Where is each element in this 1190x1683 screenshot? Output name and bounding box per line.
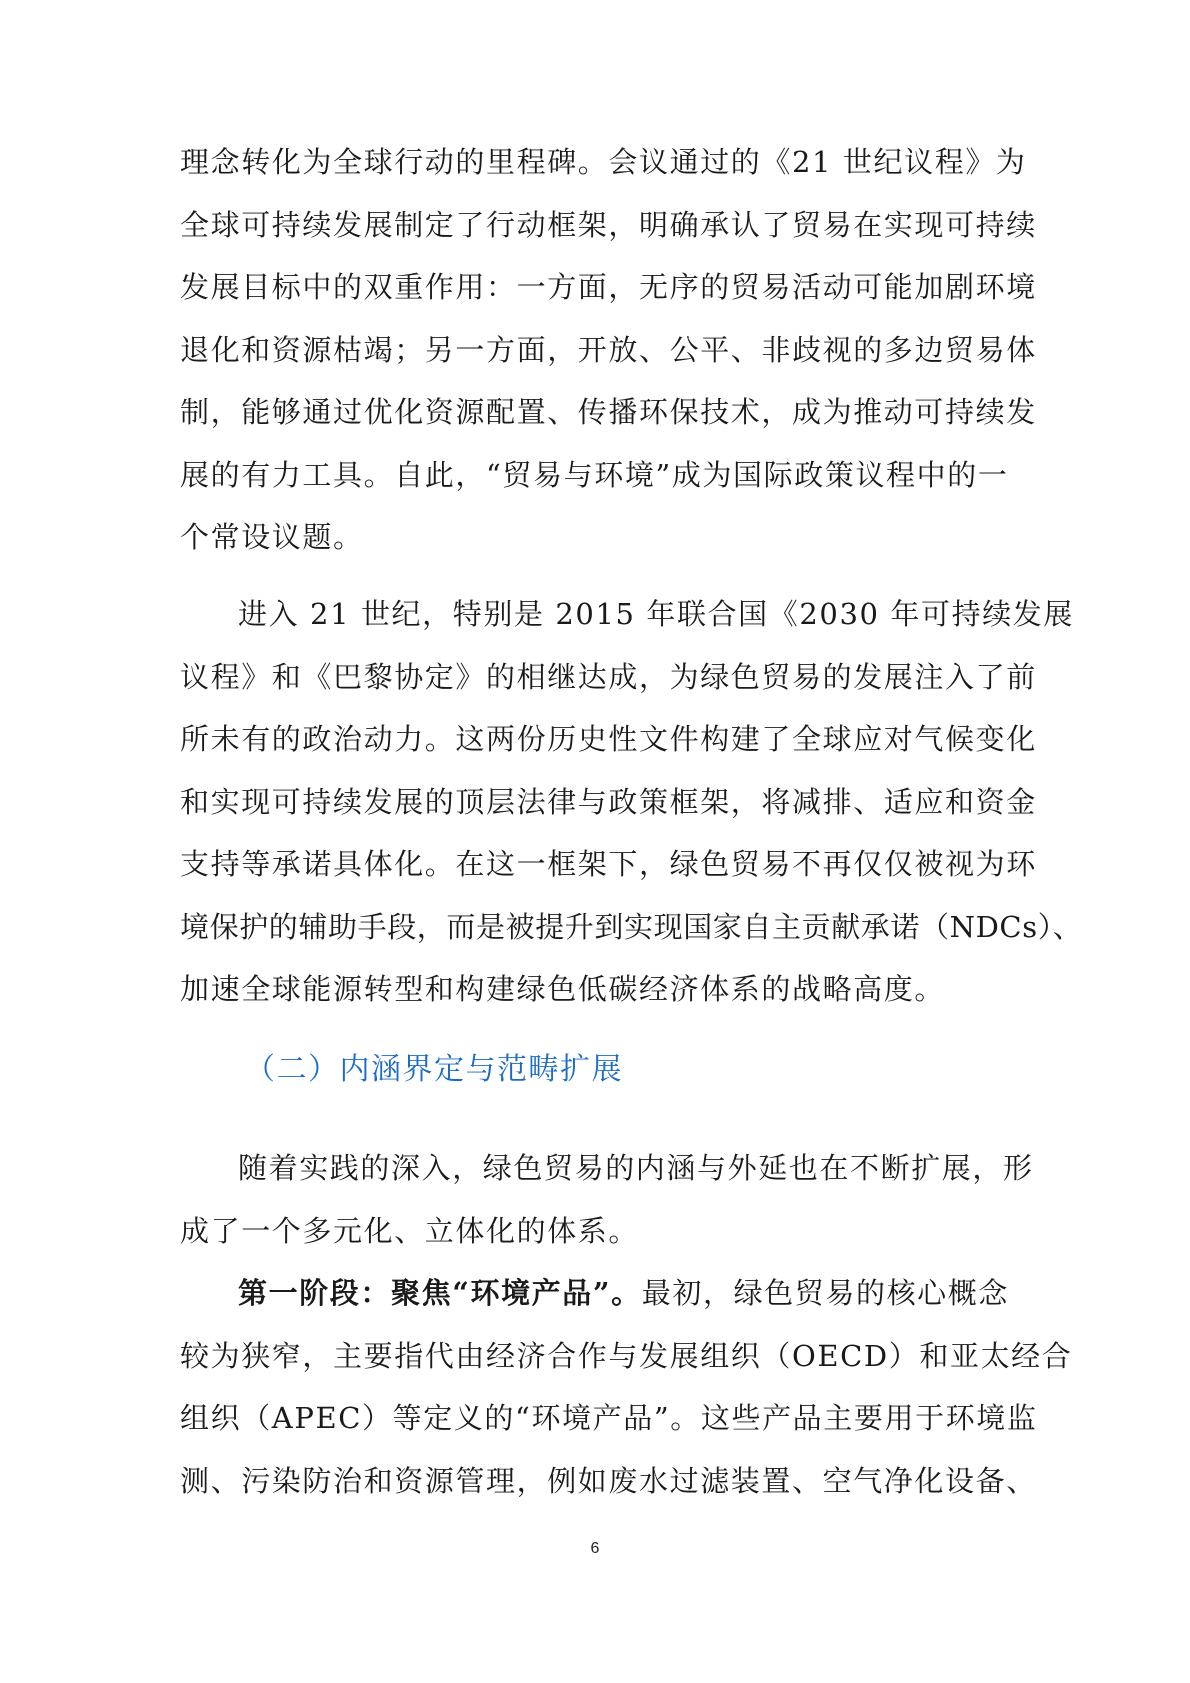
lead-rest-text: 最初，绿色贸易的核心概念	[641, 1276, 1009, 1310]
section-heading: （二）内涵界定与范畴扩展	[245, 1052, 623, 1087]
text-line: 较为狭窄，主要指代由经济合作与发展组织（OECD）和亚太经合	[180, 1338, 1073, 1373]
text-line: 所未有的政治动力。这两份历史性文件构建了全球应对气候变化	[180, 722, 1037, 756]
text-line	[180, 1262, 1010, 1325]
text-line: 境保护的辅助手段，而是被提升到实现国家自主贡献承诺（NDCs）、	[180, 909, 1083, 944]
paragraph-4	[180, 1262, 1073, 1512]
text-line: 退化和资源枯竭；另一方面，开放、公平、非歧视的多边贸易体	[180, 332, 1037, 367]
text-line: 展的有力工具。自此，“贸易与环境”成为国际政策议程中的一	[180, 457, 1009, 492]
paragraph-1	[180, 131, 1037, 569]
text-line: 发展目标中的双重作用：一方面，无序的贸易活动可能加剧环境	[180, 270, 1037, 304]
text-line: 制，能够通过优化资源配置、传播环保技术，成为推动可持续发	[180, 395, 1037, 429]
text-line: 随着实践的深入，绿色贸易的内涵与外延也在不断扩展，形	[238, 1151, 1034, 1185]
text-line: 理念转化为全球行动的里程碑。会议通过的《21 世纪议程》为	[180, 145, 1027, 179]
text-line: 进入 21 世纪，特别是 2015 年联合国《2030 年可持续发展	[238, 597, 1074, 631]
text-line: 全球可持续发展制定了行动框架，明确承认了贸易在实现可持续	[180, 207, 1037, 242]
text-line: 和实现可持续发展的顶层法律与政策框架，将减排、适应和资金	[180, 784, 1037, 819]
paragraph-2	[180, 583, 1083, 1021]
text-line: 议程》和《巴黎协定》的相继达成，为绿色贸易的发展注入了前	[180, 659, 1037, 694]
text-line: 成了一个多元化、立体化的体系。	[180, 1213, 640, 1248]
text-line: 测、污染防治和资源管理，例如废水过滤装置、空气净化设备、	[180, 1463, 1037, 1498]
text-line: 个常设议题。	[180, 520, 364, 554]
bold-lead-text: 第一阶段：聚焦“环境产品”。	[238, 1276, 642, 1310]
text-line: 加速全球能源转型和构建绿色低碳经济体系的战略高度。	[180, 972, 946, 1006]
text-line: 组织（APEC）等定义的“环境产品”。这些产品主要用于环境监	[180, 1401, 1038, 1435]
page-number: 6	[590, 1540, 600, 1557]
text-line: 支持等承诺具体化。在这一框架下，绿色贸易不再仅仅被视为环	[180, 847, 1037, 881]
paragraph-3	[180, 1137, 1034, 1262]
